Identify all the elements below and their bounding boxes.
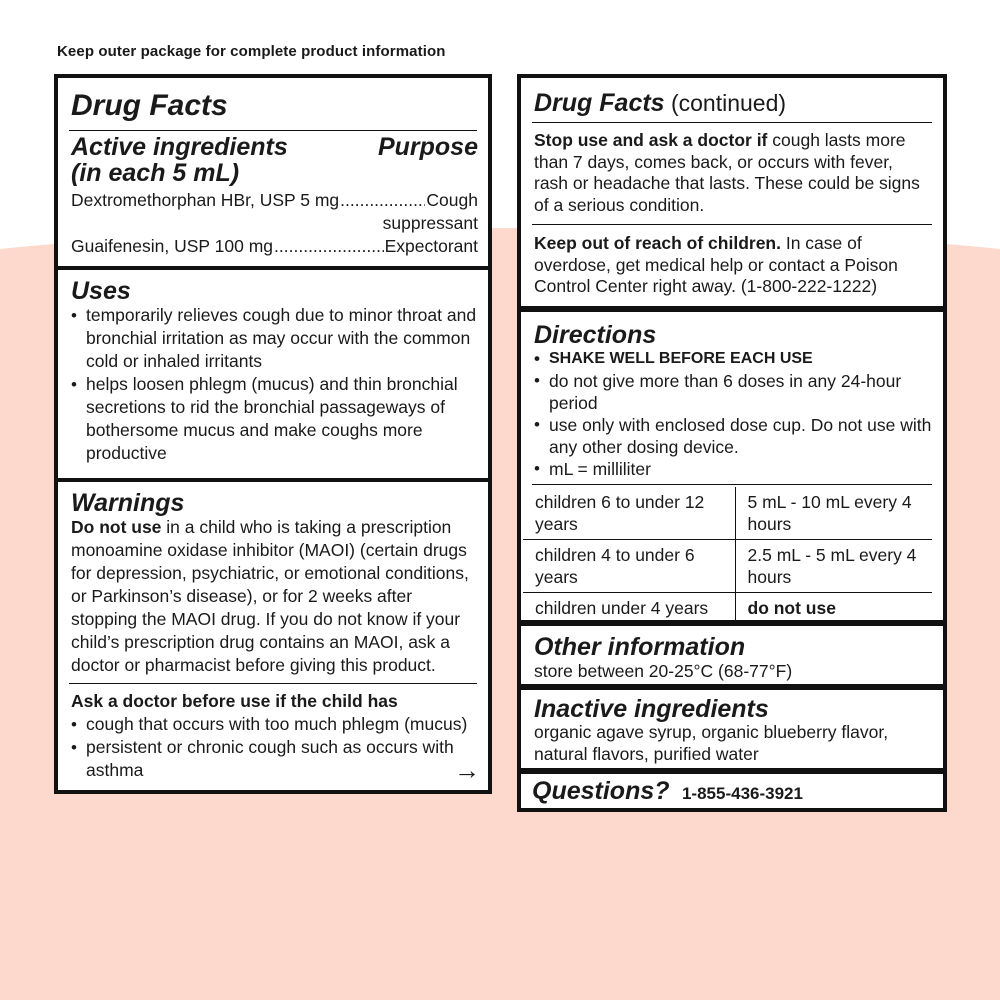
other-information-text: store between 20-25°C (68-77°F) bbox=[534, 661, 793, 681]
directions-heading: Directions bbox=[534, 321, 657, 349]
questions-panel bbox=[517, 770, 947, 812]
inactive-ingredients-heading: Inactive ingredients bbox=[534, 695, 769, 723]
other-information-panel bbox=[517, 622, 947, 688]
do-not-use-text: in a child who is taking a prescription monoamine oxidase inhibitor (MAOI) (certain drugs for depression, psychiatric, or emotional conditions, or Parkinson’s disease), or for 2 weeks after stopping the MAOI drug. If you do not know if your child’s prescription drug contains an MAOI, ask a doctor or pharmacist before giving this product. bbox=[71, 517, 469, 675]
uses-heading: Uses bbox=[71, 277, 131, 305]
drug-facts-panel-right-top bbox=[517, 74, 947, 310]
ingredient-name: Dextromethorphan HBr, USP 5 mg bbox=[71, 190, 340, 210]
ingredient-purpose: Expectorant bbox=[384, 236, 478, 256]
dosing-amount: do not use bbox=[735, 593, 932, 624]
ask-doctor-heading: Ask a doctor before use if the child has bbox=[71, 691, 398, 711]
section-divider bbox=[58, 478, 488, 482]
package-note: Keep outer package for complete product information bbox=[57, 43, 446, 60]
stop-use-paragraph bbox=[534, 130, 931, 216]
uses-section bbox=[71, 278, 478, 465]
stop-use-text: cough lasts more than 7 days, comes back, or occurs with fever, rash or headache that lasts. These could be signs of a serious condition. bbox=[534, 130, 920, 215]
drug-facts-title-right: Drug Facts bbox=[534, 89, 665, 117]
table-row bbox=[523, 540, 932, 593]
ask-doctor-item: • persistent or chronic cough such as occurs with asthma bbox=[71, 736, 478, 782]
section-divider bbox=[58, 266, 488, 270]
ingredient-row bbox=[71, 235, 478, 258]
directions-shake-item: • SHAKE WELL BEFORE EACH USE bbox=[534, 348, 935, 370]
dosing-amount: 2.5 mL - 5 mL every 4 hours bbox=[735, 540, 932, 593]
table-row bbox=[523, 487, 932, 540]
section-divider bbox=[532, 224, 932, 225]
title-divider bbox=[532, 122, 932, 123]
ingredient-name: Guaifenesin, USP 100 mg bbox=[71, 236, 274, 256]
drug-facts-panel-left bbox=[54, 74, 492, 794]
do-not-use-label: Do not use bbox=[71, 517, 162, 537]
warnings-divider bbox=[69, 683, 477, 684]
active-ingredients-heading: Active ingredients bbox=[71, 133, 288, 161]
inactive-ingredients-text: organic agave syrup, organic blueberry flavor, natural flavors, purified water bbox=[534, 722, 889, 764]
dosing-table bbox=[523, 487, 932, 623]
other-information-heading: Other information bbox=[534, 633, 746, 661]
continued-arrow-icon: → bbox=[454, 755, 480, 785]
do-not-use-paragraph bbox=[71, 516, 474, 677]
directions-panel bbox=[517, 308, 947, 624]
drug-facts-title-left: Drug Facts bbox=[71, 89, 228, 122]
questions-line bbox=[532, 778, 803, 804]
directions-section bbox=[534, 322, 935, 480]
purpose-heading: Purpose bbox=[377, 133, 478, 161]
ingredient-purpose: Cough bbox=[426, 190, 478, 210]
questions-heading: Questions? bbox=[532, 777, 670, 805]
keep-out-paragraph bbox=[534, 233, 931, 298]
title-divider bbox=[69, 130, 477, 131]
directions-item: • do not give more than 6 doses in any 24-hour period bbox=[534, 370, 935, 414]
leader-dots bbox=[274, 235, 384, 258]
dosing-age: children 4 to under 6 years bbox=[523, 540, 735, 593]
drug-facts-continued-title bbox=[534, 90, 786, 117]
uses-item: • temporarily relieves cough due to minor throat and bronchial irritation as may occur with the common cold or inhaled irritants bbox=[71, 304, 478, 373]
directions-item: • use only with enclosed dose cup. Do not use with any other dosing device. bbox=[534, 414, 935, 458]
keep-out-text: In case of overdose, get medical help or contact a Poison Control Center right away. (1-800-222-1222) bbox=[534, 233, 898, 296]
table-row bbox=[523, 593, 932, 624]
stop-use-label: Stop use and ask a doctor if bbox=[534, 130, 768, 150]
directions-list bbox=[534, 348, 935, 480]
dosing-table-wrap bbox=[523, 487, 932, 623]
leader-dots bbox=[340, 189, 425, 212]
inactive-ingredients-panel bbox=[517, 686, 947, 772]
warnings-section bbox=[71, 490, 474, 677]
ask-doctor-item: • cough that occurs with too much phlegm (mucus) bbox=[71, 713, 478, 736]
ask-doctor-section bbox=[71, 690, 480, 785]
continued-label: (continued) bbox=[664, 90, 787, 116]
ask-doctor-list bbox=[71, 713, 480, 785]
table-top-divider bbox=[532, 484, 932, 485]
warnings-heading: Warnings bbox=[71, 489, 185, 517]
dosing-age: children 6 to under 12 years bbox=[535, 492, 705, 534]
uses-item: • helps loosen phlegm (mucus) and thin bronchial secretions to rid the bronchial passageways of bothersome mucus and make coughs more productive bbox=[71, 373, 478, 465]
dosing-age: children under 4 years bbox=[523, 593, 735, 624]
ingredient-purpose-cont: suppressant bbox=[382, 213, 478, 233]
ingredient-row bbox=[71, 189, 478, 235]
directions-item: • mL = milliliter bbox=[534, 458, 935, 480]
uses-list bbox=[71, 304, 478, 465]
dosing-amount: 5 mL - 10 mL every 4 hours bbox=[735, 487, 932, 540]
keep-out-label: Keep out of reach of children. bbox=[534, 233, 781, 253]
active-ingredients-subheading: (in each 5 mL) bbox=[71, 159, 240, 187]
questions-phone: 1-855-436-3921 bbox=[681, 784, 803, 803]
active-ingredients-section bbox=[71, 134, 478, 258]
